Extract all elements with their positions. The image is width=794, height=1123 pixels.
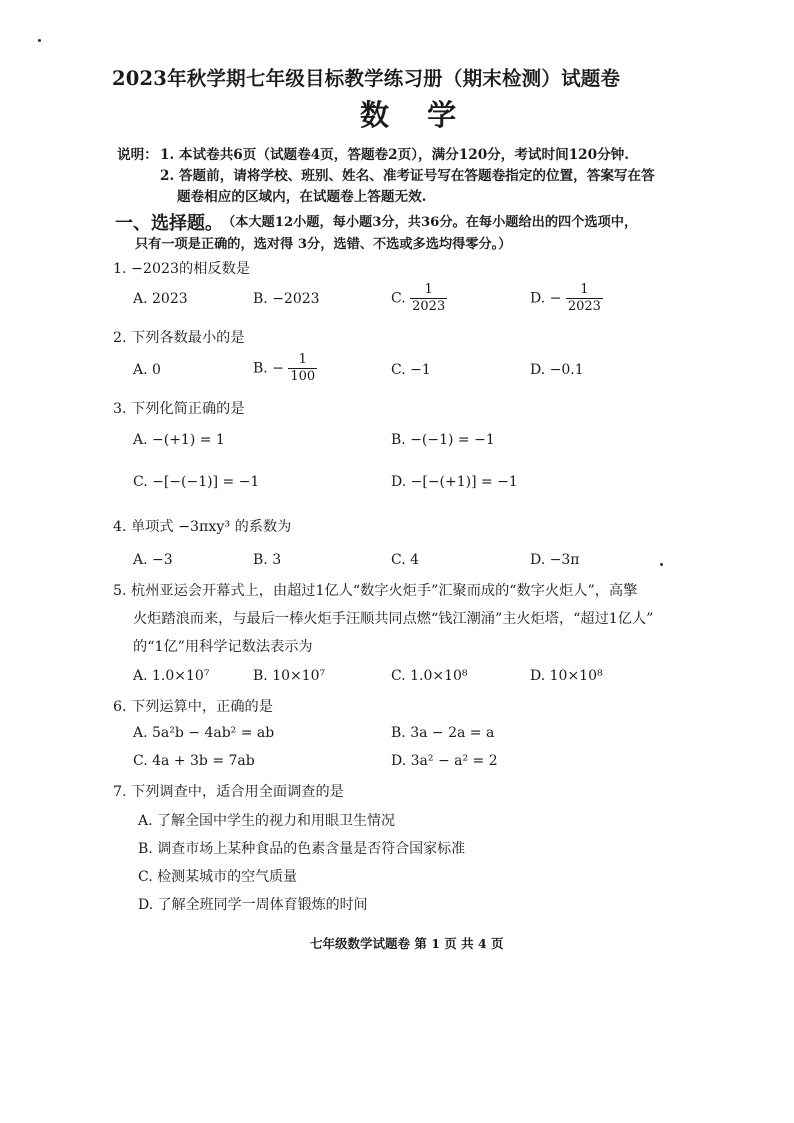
q3-option-b: B. −(−1) = −1 — [391, 432, 495, 448]
fraction-denominator: 100 — [290, 369, 316, 384]
q1-option-d-fraction — [566, 282, 603, 315]
q2-option-a: A. 0 — [133, 362, 161, 378]
q7-option-c: C. 检测某城市的空气质量 — [138, 869, 298, 885]
q2-option-b — [253, 352, 317, 385]
q6-option-c: C. 4a + 3b = 7ab — [133, 753, 255, 769]
question-2-stem: 2. 下列各数最小的是 — [113, 330, 245, 346]
section-description: （本大题12小题，每小题3分，共36分。在每小题给出的四个选项中， — [222, 215, 638, 230]
q4-option-c: C. 4 — [391, 552, 420, 568]
q1-option-c — [391, 282, 447, 315]
q4-option-a: A. −3 — [133, 552, 173, 568]
q4-option-d: D. −3π — [530, 552, 580, 568]
question-5-stem-cont: 火炬踏浪而来，与最后一棒火炬手汪顺共同点燃“钱江潮涌”主火炬塔，“超过1亿人” — [133, 611, 654, 627]
page-footer: 七年级数学试题卷 第 1 页 共 4 页 — [310, 936, 504, 951]
q7-option-a: A. 了解全国中学生的视力和用眼卫生情况 — [138, 813, 396, 829]
q5-option-b: B. 10×10⁷ — [253, 668, 326, 684]
question-7-stem: 7. 下列调查中，适合用全面调查的是 — [113, 784, 344, 800]
q5-option-d: D. 10×10⁸ — [530, 668, 603, 684]
q5-option-c: C. 1.0×10⁸ — [391, 668, 468, 684]
question-5-stem-cont2: 的“1亿”用科学记数法表示为 — [133, 639, 313, 655]
q1-option-d — [530, 282, 603, 315]
notes-label: 说明： — [117, 147, 158, 163]
q6-option-b: B. 3a − 2a = a — [391, 725, 495, 741]
note-item-2-cont: 题卷相应的区域内，在试题卷上答题无效. — [177, 189, 427, 205]
q2-option-b-prefix: B. − — [253, 360, 284, 377]
question-6-stem: 6. 下列运算中，正确的是 — [113, 699, 273, 715]
q4-option-b: B. 3 — [253, 552, 282, 568]
q7-option-b: B. 调查市场上某种食品的色素含量是否符合国家标准 — [138, 841, 466, 857]
q1-option-a: A. 2023 — [133, 291, 188, 307]
q3-option-a: A. −(+1) = 1 — [133, 432, 225, 448]
q6-option-d: D. 3a² − a² = 2 — [391, 753, 498, 769]
q1-option-b: B. −2023 — [253, 291, 320, 307]
fraction-numerator: 1 — [424, 282, 433, 297]
q2-option-d: D. −0.1 — [530, 362, 584, 378]
q1-option-d-prefix: D. − — [530, 290, 562, 307]
section-heading: 一、选择题。 — [115, 213, 223, 234]
fraction-denominator: 2023 — [412, 299, 446, 314]
q7-option-d: D. 了解全班同学一周体育锻炼的时间 — [138, 897, 368, 913]
scan-speck — [660, 563, 663, 566]
question-3-stem: 3. 下列化简正确的是 — [113, 401, 245, 417]
question-5-stem: 5. 杭州亚运会开幕式上，由超过1亿人“数字火炬手”汇聚而成的“数字火炬人”，高擎 — [113, 583, 638, 599]
subject-title: 数 学 — [360, 98, 471, 132]
exam-title: 2023年秋学期七年级目标教学练习册（期末检测）试题卷 — [112, 67, 621, 90]
fraction-numerator: 1 — [298, 352, 307, 367]
q2-option-b-fraction — [288, 352, 317, 385]
scan-speck — [38, 39, 41, 42]
q5-option-a: A. 1.0×10⁷ — [133, 668, 210, 684]
question-4-stem: 4. 单项式 −3πxy³ 的系数为 — [113, 519, 292, 535]
q2-option-c: C. −1 — [391, 362, 431, 378]
question-1-stem: 1. −2023的相反数是 — [113, 261, 250, 277]
q6-option-a: A. 5a²b − 4ab² = ab — [133, 725, 275, 741]
q1-option-c-prefix: C. — [391, 290, 406, 307]
section-description-cont: 只有一项是正确的，选对得 3分，选错、不选或多选均得零分。） — [135, 237, 512, 252]
note-item-1: 1. 本试卷共6页（试题卷4页，答题卷2页），满分120分，考试时间120分钟. — [160, 147, 630, 163]
q1-option-c-fraction — [410, 282, 447, 315]
q3-option-d: D. −[−(+1)] = −1 — [391, 474, 518, 490]
fraction-denominator: 2023 — [567, 299, 601, 314]
fraction-numerator: 1 — [580, 282, 589, 297]
note-item-2: 2. 答题前，请将学校、班别、姓名、准考证号写在答题卷指定的位置，答案写在答 — [160, 168, 655, 184]
q3-option-c: C. −[−(−1)] = −1 — [133, 474, 260, 490]
